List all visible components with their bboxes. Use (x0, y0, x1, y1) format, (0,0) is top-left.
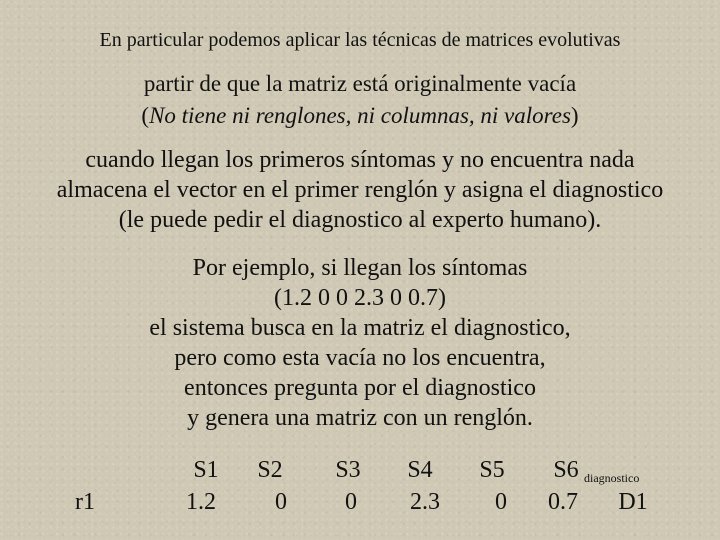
paragraph-3-line-5: entonces pregunta por el diagnostico (184, 375, 536, 401)
matrix-value-s5: 0 (495, 489, 507, 515)
paragraph-1-italic-note: No tiene ni renglones, ni columnas, ni valores (149, 103, 571, 128)
matrix-header-s4: S4 (407, 457, 433, 483)
paragraph-3-line-1: Por ejemplo, si llegan los síntomas (192, 255, 528, 281)
matrix-value-s4: 2.3 (410, 489, 440, 515)
matrix-value-s3: 0 (345, 489, 357, 515)
intro-heading: En particular podemos aplicar las técnicas de matrices evolutivas (99, 29, 621, 51)
matrix-header-s1: S1 (193, 457, 219, 483)
paragraph-2-line-1: cuando llegan los primeros síntomas y no encuentra nada (85, 147, 635, 173)
matrix-value-s6: 0.7 (548, 489, 578, 515)
paragraph-2-line-2: almacena el vector en el primer renglón y asigna el diagnostico (56, 177, 664, 203)
matrix-header-s6: S6 (553, 457, 579, 483)
paren-open: ( (141, 103, 150, 128)
paragraph-3-line-2: (1.2 0 0 2.3 0 0.7) (274, 285, 446, 311)
paragraph-3-line-6: y genera una matriz con un renglón. (187, 405, 533, 431)
paragraph-1-line-2 (0, 104, 720, 127)
matrix-header-s5: S5 (479, 457, 505, 483)
matrix-header-diagnostico: diagnostico (584, 471, 640, 485)
paragraph-3-line-4: pero como esta vacía no los encuentra, (174, 345, 546, 371)
paragraph-3-line-3: el sistema busca en la matriz el diagnostico, (149, 315, 571, 341)
matrix-value-s2: 0 (275, 489, 287, 515)
matrix-diagnostic-value: D1 (618, 489, 648, 515)
paragraph-2-line-3: (le puede pedir el diagnostico al experto humano). (118, 207, 602, 233)
matrix-header-s3: S3 (335, 457, 361, 483)
paren-close: ) (570, 103, 579, 128)
matrix-header-s2: S2 (257, 457, 283, 483)
matrix-value-s1: 1.2 (186, 489, 216, 515)
paragraph-1-line-1: partir de que la matriz está originalmente vacía (143, 71, 577, 96)
matrix-row-label: r1 (75, 489, 95, 515)
